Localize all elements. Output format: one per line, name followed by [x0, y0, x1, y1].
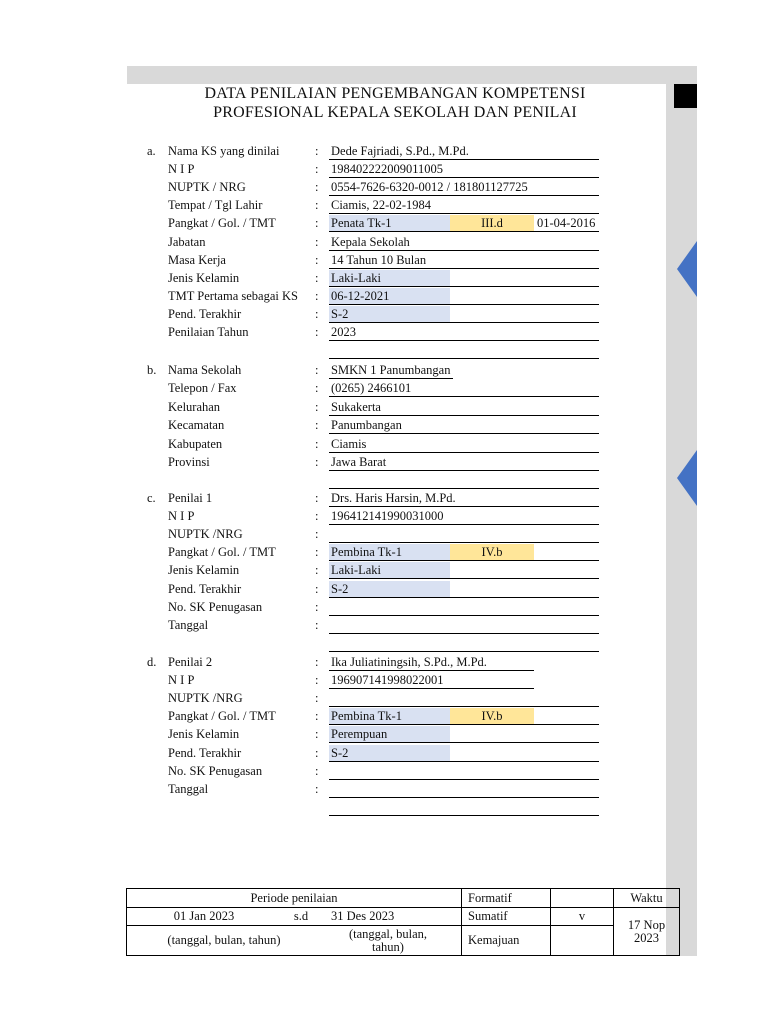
- field-value[interactable]: S-2: [331, 746, 349, 760]
- value-underline: [329, 670, 534, 671]
- page-title-line2: PROFESIONAL KEPALA SEKOLAH DAN PENILAI: [213, 104, 577, 121]
- value-underline: [329, 651, 599, 652]
- field-value[interactable]: Kepala Sekolah: [331, 235, 410, 249]
- field-label: Jenis Kelamin: [168, 271, 240, 285]
- value-underline: [329, 250, 599, 251]
- field-label: Penilai 1: [168, 491, 213, 505]
- field-label: Nama Sekolah: [168, 363, 242, 377]
- field-label: N I P: [168, 162, 195, 176]
- value-underline: [329, 378, 453, 379]
- colon: :: [315, 271, 319, 285]
- colon: :: [315, 253, 319, 267]
- value-underline: [329, 742, 599, 743]
- field-label: Kelurahan: [168, 400, 221, 414]
- field-label: Masa Kerja: [168, 253, 226, 267]
- colon: :: [315, 673, 319, 687]
- field-label: Jenis Kelamin: [168, 563, 240, 577]
- value-underline: [329, 797, 599, 798]
- waktu-value: 17 Nop 2023: [614, 908, 680, 956]
- value-underline: [329, 506, 599, 507]
- field-label: NUPTK /NRG: [168, 527, 243, 541]
- sumatif-check: v: [551, 908, 614, 926]
- field-label: Tempat / Tgl Lahir: [168, 198, 263, 212]
- value-underline: [329, 560, 599, 561]
- gol-value: IV.b: [481, 545, 503, 559]
- value-underline: [329, 340, 599, 341]
- value-underline: [329, 724, 599, 725]
- field-value[interactable]: Ciamis, 22-02-1984: [331, 198, 431, 212]
- field-label: Pangkat / Gol. / TMT: [168, 216, 276, 230]
- colon: :: [315, 764, 319, 778]
- section-letter: a.: [147, 144, 156, 158]
- colon: :: [315, 655, 319, 669]
- waktu-header: Waktu: [614, 889, 680, 908]
- colon: :: [315, 144, 319, 158]
- field-label: Pend. Terakhir: [168, 746, 242, 760]
- colon: :: [315, 216, 319, 230]
- field-label: Tanggal: [168, 782, 209, 796]
- colon: :: [315, 325, 319, 339]
- value-underline: [329, 304, 599, 305]
- field-value[interactable]: 196907141998022001: [331, 673, 444, 687]
- colon: :: [315, 709, 319, 723]
- value-underline: [329, 231, 599, 232]
- value-underline: [329, 706, 599, 707]
- colon: :: [315, 180, 319, 194]
- field-label: NUPTK / NRG: [168, 180, 246, 194]
- colon: :: [315, 235, 319, 249]
- field-value[interactable]: Jawa Barat: [331, 455, 387, 469]
- field-label: Jenis Kelamin: [168, 727, 240, 741]
- value-underline: [329, 615, 599, 616]
- colon: :: [315, 563, 319, 577]
- field-label: No. SK Penugasan: [168, 600, 263, 614]
- value-underline: [329, 396, 599, 397]
- value-underline: [329, 268, 599, 269]
- value-underline: [329, 524, 599, 525]
- field-value[interactable]: 0554-7626-6320-0012 / 181801127725: [331, 180, 528, 194]
- field-label: Provinsi: [168, 455, 210, 469]
- period-header: Periode penilaian: [127, 889, 462, 908]
- field-value[interactable]: 06-12-2021: [331, 289, 390, 303]
- section-letter: d.: [147, 655, 157, 669]
- colon: :: [315, 381, 319, 395]
- field-value[interactable]: S-2: [331, 582, 349, 596]
- value-underline: [329, 633, 599, 634]
- colon: :: [315, 455, 319, 469]
- right-gray-bar: [666, 84, 697, 956]
- colon: :: [315, 289, 319, 303]
- field-value[interactable]: SMKN 1 Panumbangan: [331, 363, 451, 377]
- start-date: 01 Jan 2023: [127, 908, 282, 926]
- colon: :: [315, 509, 319, 523]
- colon: :: [315, 782, 319, 796]
- colon: :: [315, 198, 319, 212]
- value-underline: [329, 195, 599, 196]
- field-value[interactable]: Ika Juliatiningsih, S.Pd., M.Pd.: [331, 655, 487, 669]
- colon: :: [315, 437, 319, 451]
- field-value[interactable]: Laki-Laki: [331, 563, 381, 577]
- value-underline: [329, 578, 599, 579]
- tmt-value: 01-04-2016: [537, 216, 596, 230]
- field-label: No. SK Penugasan: [168, 764, 263, 778]
- colon: :: [315, 527, 319, 541]
- colon: :: [315, 582, 319, 596]
- field-value[interactable]: Penata Tk-1: [331, 216, 392, 230]
- black-marker: [674, 84, 697, 108]
- formatif-label: Formatif: [462, 889, 551, 908]
- field-value[interactable]: Sukakerta: [331, 400, 381, 414]
- field-value[interactable]: 198402222009011005: [331, 162, 444, 176]
- value-underline: [329, 213, 599, 214]
- colon: :: [315, 307, 319, 321]
- value-underline: [329, 597, 599, 598]
- field-label: Kecamatan: [168, 418, 225, 432]
- value-underline: [329, 488, 599, 489]
- value-underline: [329, 433, 599, 434]
- field-value[interactable]: S-2: [331, 307, 349, 321]
- value-underline: [329, 358, 599, 359]
- colon: :: [315, 746, 319, 760]
- field-value[interactable]: Ciamis: [331, 437, 367, 451]
- field-label: Pend. Terakhir: [168, 307, 242, 321]
- field-label: Penilai 2: [168, 655, 213, 669]
- formatif-check: [551, 889, 614, 908]
- field-value[interactable]: 196412141990031000: [331, 509, 444, 523]
- field-label: Pangkat / Gol. / TMT: [168, 545, 276, 559]
- colon: :: [315, 400, 319, 414]
- colon: :: [315, 418, 319, 432]
- value-underline: [329, 470, 599, 471]
- sd-label: s.d: [281, 908, 321, 926]
- end-caption: (tanggal, bulan, tahun): [321, 926, 462, 956]
- field-label: Tanggal: [168, 618, 209, 632]
- value-underline: [329, 761, 599, 762]
- field-label: N I P: [168, 673, 195, 687]
- field-label: Nama KS yang dinilai: [168, 144, 280, 158]
- field-label: TMT Pertama sebagai KS: [168, 289, 298, 303]
- value-underline: [329, 177, 599, 178]
- value-underline: [329, 542, 599, 543]
- field-label: N I P: [168, 509, 195, 523]
- field-label: Penilaian Tahun: [168, 325, 249, 339]
- field-label: Kabupaten: [168, 437, 223, 451]
- field-label: Pangkat / Gol. / TMT: [168, 709, 276, 723]
- kemajuan-check: [551, 926, 614, 956]
- value-underline: [329, 688, 534, 689]
- field-value[interactable]: Panumbangan: [331, 418, 402, 432]
- colon: :: [315, 162, 319, 176]
- field-label: NUPTK /NRG: [168, 691, 243, 705]
- period-table: [126, 888, 680, 956]
- colon: :: [315, 363, 319, 377]
- field-value[interactable]: (0265) 2466101: [331, 381, 412, 395]
- colon: :: [315, 727, 319, 741]
- field-value[interactable]: Pembina Tk-1: [331, 709, 402, 723]
- field-value[interactable]: Laki-Laki: [331, 271, 381, 285]
- top-gray-bar: [127, 66, 697, 84]
- value-underline: [329, 322, 599, 323]
- colon: :: [315, 691, 319, 705]
- section-letter: c.: [147, 491, 156, 505]
- value-underline: [329, 159, 599, 160]
- field-value[interactable]: Pembina Tk-1: [331, 545, 402, 559]
- value-underline: [329, 815, 599, 816]
- field-value[interactable]: 14 Tahun 10 Bulan: [331, 253, 427, 267]
- section-letter: b.: [147, 363, 157, 377]
- gol-value: III.d: [481, 216, 503, 230]
- page-title-line1: DATA PENILAIAN PENGEMBANGAN KOMPETENSI: [204, 85, 586, 102]
- colon: :: [315, 600, 319, 614]
- value-underline: [329, 779, 599, 780]
- kemajuan-label: Kemajuan: [462, 926, 551, 956]
- colon: :: [315, 491, 319, 505]
- field-label: Telepon / Fax: [168, 381, 237, 395]
- value-underline: [329, 286, 599, 287]
- field-value[interactable]: Drs. Haris Harsin, M.Pd.: [331, 491, 456, 505]
- colon: :: [315, 545, 319, 559]
- field-label: Jabatan: [168, 235, 206, 249]
- colon: :: [315, 618, 319, 632]
- gol-value: IV.b: [481, 709, 503, 723]
- start-caption: (tanggal, bulan, tahun): [127, 926, 322, 956]
- field-value[interactable]: Dede Fajriadi, S.Pd., M.Pd.: [331, 144, 469, 158]
- end-date: 31 Des 2023: [321, 908, 462, 926]
- field-value[interactable]: 2023: [331, 325, 356, 339]
- field-value[interactable]: Perempuan: [331, 727, 388, 741]
- value-underline: [329, 415, 599, 416]
- sumatif-label: Sumatif: [462, 908, 551, 926]
- field-label: Pend. Terakhir: [168, 582, 242, 596]
- value-underline: [329, 452, 599, 453]
